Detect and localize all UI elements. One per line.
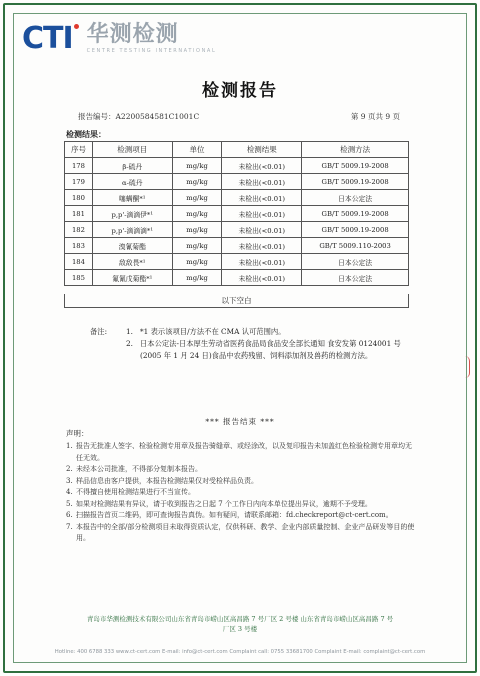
table-cell: mg/kg xyxy=(172,190,222,206)
table-cell: 未检出(<0.01) xyxy=(222,222,302,238)
table-cell: 日本公定法 xyxy=(302,254,409,270)
table-cell: GB/T 5009.110-2003 xyxy=(302,238,409,254)
table-cell: 183 xyxy=(65,238,93,254)
table-cell: 日本公定法 xyxy=(302,190,409,206)
notes-label: 备注: xyxy=(90,327,108,336)
page-info: 第 9 页共 9 页 xyxy=(350,112,400,121)
table-header-cell: 序号 xyxy=(65,142,93,158)
table-header-row xyxy=(65,142,409,158)
results-table xyxy=(64,141,409,286)
declaration-item: 6. 扫描报告首页二维码，即可查询报告真伪。如有疑问，请联系邮箱：fd.checkreport@ct-cert.com。 xyxy=(66,511,393,519)
table-row xyxy=(65,174,409,190)
table-row xyxy=(65,254,409,270)
table-cell: mg/kg xyxy=(172,238,222,254)
notes-section: 备注: 1. *1 表示该项目/方法不在 CMA 认可范围内。 2. 日本公定法-日本厚生劳动省医药食品局食品安全部长通知 食安发第 0124001 号(2005 年 1 月 24 日)食品中农药残留、饲料添加剂及兽药的检测方法。 xyxy=(90,326,410,362)
note-item: 日本公定法-日本厚生劳动省医药食品局食品安全部长通知 食安发第 0124001 号(2005 年 1 月 24 日)食品中农药残留、饲料添加剂及兽药的检测方法。 xyxy=(140,339,401,360)
table-cell: 182 xyxy=(65,222,93,238)
table-row xyxy=(65,222,409,238)
table-cell: 氟氰戊菊酯*¹ xyxy=(92,270,172,286)
declaration-item: 1. 报告无批准人签字、检验检测专用章及报告骑缝章、或经涂改，以及复印报告未加盖红色检验检测专用章均无任无效。 xyxy=(66,442,412,462)
table-cell: 185 xyxy=(65,270,93,286)
table-cell: mg/kg xyxy=(172,270,222,286)
declaration-item: 3. 样品信息由客户提供，本报告检测结果仅对受检样品负责。 xyxy=(66,476,258,485)
table-row xyxy=(65,158,409,174)
table-cell: GB/T 5009.19-2008 xyxy=(302,158,409,174)
report-number: 报告编号：A2200584581C1001C xyxy=(78,112,200,121)
declaration-item: 4. 不得擅自使用检测结果进行不当宣传。 xyxy=(66,488,195,496)
table-cell: mg/kg xyxy=(172,222,222,238)
declaration-item: 2. 未经本公司批准，不得部分复制本报告。 xyxy=(66,465,202,473)
table-cell: mg/kg xyxy=(172,174,222,190)
table-cell: 未检出(<0.01) xyxy=(222,254,302,270)
table-header-cell: 检测方法 xyxy=(302,142,409,158)
logo-english-name: CENTRE TESTING INTERNATIONAL xyxy=(86,48,217,54)
table-cell: GB/T 5009.19-2008 xyxy=(302,206,409,222)
declaration-item: 5. 如果对检测结果有异议，请于收到报告之日起 7 个工作日内向本单位提出异议，逾期不予受理。 xyxy=(66,499,372,508)
contact-footer: Hotline: 400 6788 333 www.ct-cert.com E-mail: info@ct-cert.com Complaint call: 0755 33681700 Complaint E-mail: complaint@ct-cert.com xyxy=(54,649,426,655)
declaration-item: 7. 本报告中的全部/部分检测项目未取得资质认定，仅供科研、教学、企业内部质量控制、企业产品研发等目的使用。 xyxy=(66,522,415,542)
results-label: 检测结果： xyxy=(66,129,106,139)
logo-chinese-name: 华测检测 xyxy=(86,22,179,47)
table-cell: GB/T 5009.19-2008 xyxy=(302,174,409,190)
table-cell: 180 xyxy=(65,190,93,206)
table-header-cell: 检测项目 xyxy=(92,142,172,158)
table-cell: 178 xyxy=(65,158,93,174)
table-cell: 181 xyxy=(65,206,93,222)
table-cell: mg/kg xyxy=(172,254,222,270)
table-cell: 未检出(<0.01) xyxy=(222,206,302,222)
table-cell: 噻螨酮*¹ xyxy=(92,190,172,206)
company-logo xyxy=(22,21,217,56)
table-cell: 179 xyxy=(65,174,93,190)
table-cell: 日本公定法 xyxy=(302,270,409,286)
table-cell: p,p'-滴滴滴*¹ xyxy=(92,222,172,238)
table-cell: 未检出(<0.01) xyxy=(222,174,302,190)
table-row xyxy=(65,270,409,286)
report-title: 检测报告 xyxy=(202,81,278,101)
declaration-title: 声明： xyxy=(66,429,89,438)
table-cell: 未检出(<0.01) xyxy=(222,270,302,286)
company-address: 青岛市华测检测技术有限公司山东省青岛市崂山区高昌路 7 号厂区 2 号楼 山东省青岛市崂山区高昌路 7 号 厂区 3 号楼 xyxy=(86,615,394,633)
table-cell: 未检出(<0.01) xyxy=(222,238,302,254)
table-row xyxy=(65,206,409,222)
report-end-mark: *** 报告结束 *** xyxy=(205,417,275,426)
table-cell: p,p'-滴滴伊*¹ xyxy=(92,206,172,222)
logo-dot xyxy=(74,24,79,29)
table-cell: α-硫丹 xyxy=(92,174,172,190)
table-cell: GB/T 5009.19-2008 xyxy=(302,222,409,238)
table-row xyxy=(65,238,409,254)
table-end-text: 以下空白 xyxy=(64,294,409,308)
table-cell: 溴氰菊酯 xyxy=(92,238,172,254)
table-header-cell: 检测结果 xyxy=(222,142,302,158)
table-cell: β-硫丹 xyxy=(92,158,172,174)
logo-mark: CTI xyxy=(22,24,79,54)
table-header-cell: 单位 xyxy=(172,142,222,158)
declaration-list xyxy=(66,441,416,545)
note-item: *1 表示该项目/方法不在 CMA 认可范围内。 xyxy=(140,327,286,336)
table-cell: 184 xyxy=(65,254,93,270)
table-cell: 未检出(<0.01) xyxy=(222,190,302,206)
table-cell: 敌敌畏*¹ xyxy=(92,254,172,270)
table-cell: mg/kg xyxy=(172,158,222,174)
table-cell: mg/kg xyxy=(172,206,222,222)
table-row xyxy=(65,190,409,206)
seam-stamp-mark xyxy=(465,356,470,378)
table-cell: 未检出(<0.01) xyxy=(222,158,302,174)
